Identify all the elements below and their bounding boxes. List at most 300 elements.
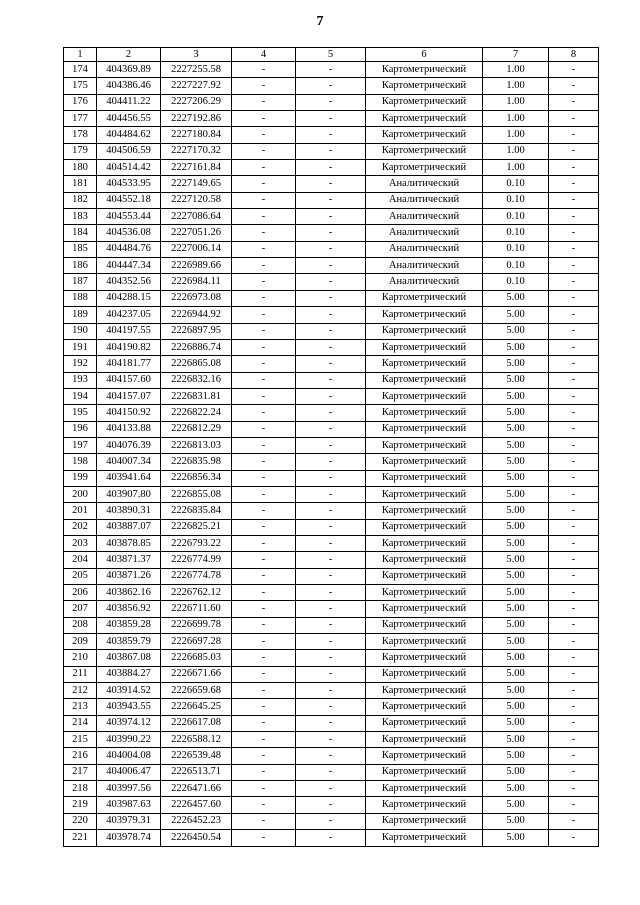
table-row xyxy=(64,830,599,846)
accuracy-cell: 5.00 xyxy=(483,535,549,551)
col4-cell: - xyxy=(232,813,296,829)
method-cell: Картометрический xyxy=(366,568,483,584)
col8-cell: - xyxy=(549,192,599,208)
table-row xyxy=(64,470,599,486)
col5-cell: - xyxy=(296,356,366,372)
col4-cell: - xyxy=(232,111,296,127)
method-cell: Картометрический xyxy=(366,585,483,601)
col8-cell: - xyxy=(549,486,599,502)
y-coordinate-cell: 2227120.58 xyxy=(161,192,232,208)
method-cell: Картометрический xyxy=(366,797,483,813)
col8-cell: - xyxy=(549,62,599,78)
col8-cell: - xyxy=(549,650,599,666)
y-coordinate-cell: 2226973.08 xyxy=(161,290,232,306)
method-cell: Картометрический xyxy=(366,764,483,780)
y-coordinate-cell: 2226989.66 xyxy=(161,258,232,274)
y-coordinate-cell: 2226774.78 xyxy=(161,568,232,584)
col8-cell: - xyxy=(549,323,599,339)
point-number-cell: 182 xyxy=(64,192,97,208)
col8-cell: - xyxy=(549,241,599,257)
y-coordinate-cell: 2227161.84 xyxy=(161,160,232,176)
col8-cell: - xyxy=(549,388,599,404)
col5-cell: - xyxy=(296,732,366,748)
col4-cell: - xyxy=(232,176,296,192)
accuracy-cell: 1.00 xyxy=(483,62,549,78)
accuracy-cell: 5.00 xyxy=(483,748,549,764)
method-cell: Картометрический xyxy=(366,454,483,470)
col5-cell: - xyxy=(296,830,366,846)
point-number-cell: 221 xyxy=(64,830,97,846)
x-coordinate-cell: 403884.27 xyxy=(97,666,161,682)
y-coordinate-cell: 2226588.12 xyxy=(161,732,232,748)
col4-cell: - xyxy=(232,519,296,535)
point-number-cell: 185 xyxy=(64,241,97,257)
method-cell: Аналитический xyxy=(366,209,483,225)
col5-cell: - xyxy=(296,748,366,764)
col8-cell: - xyxy=(549,617,599,633)
x-coordinate-cell: 404006.47 xyxy=(97,764,161,780)
accuracy-cell: 5.00 xyxy=(483,813,549,829)
accuracy-cell: 5.00 xyxy=(483,732,549,748)
accuracy-cell: 1.00 xyxy=(483,160,549,176)
y-coordinate-cell: 2227192.86 xyxy=(161,111,232,127)
x-coordinate-cell: 403871.37 xyxy=(97,552,161,568)
point-number-cell: 214 xyxy=(64,715,97,731)
col5-cell: - xyxy=(296,209,366,225)
y-coordinate-cell: 2226835.84 xyxy=(161,503,232,519)
table-row xyxy=(64,519,599,535)
col8-cell: - xyxy=(549,601,599,617)
x-coordinate-cell: 403859.79 xyxy=(97,634,161,650)
point-number-cell: 218 xyxy=(64,781,97,797)
col4-cell: - xyxy=(232,160,296,176)
point-number-cell: 200 xyxy=(64,486,97,502)
col4-cell: - xyxy=(232,568,296,584)
accuracy-cell: 5.00 xyxy=(483,290,549,306)
col4-cell: - xyxy=(232,764,296,780)
x-coordinate-cell: 404133.88 xyxy=(97,421,161,437)
accuracy-cell: 5.00 xyxy=(483,454,549,470)
col5-cell: - xyxy=(296,797,366,813)
x-coordinate-cell: 403907.80 xyxy=(97,486,161,502)
y-coordinate-cell: 2226659.68 xyxy=(161,683,232,699)
point-number-cell: 205 xyxy=(64,568,97,584)
col4-cell: - xyxy=(232,781,296,797)
col5-cell: - xyxy=(296,437,366,453)
col8-cell: - xyxy=(549,94,599,110)
col8-cell: - xyxy=(549,634,599,650)
accuracy-cell: 1.00 xyxy=(483,94,549,110)
y-coordinate-cell: 2226944.92 xyxy=(161,307,232,323)
method-cell: Картометрический xyxy=(366,421,483,437)
col5-cell: - xyxy=(296,372,366,388)
col5-cell: - xyxy=(296,127,366,143)
col8-cell: - xyxy=(549,143,599,159)
table-row xyxy=(64,258,599,274)
col4-cell: - xyxy=(232,225,296,241)
accuracy-cell: 5.00 xyxy=(483,339,549,355)
col8-cell: - xyxy=(549,372,599,388)
accuracy-cell: 5.00 xyxy=(483,699,549,715)
method-cell: Картометрический xyxy=(366,94,483,110)
col5-cell: - xyxy=(296,290,366,306)
col8-cell: - xyxy=(549,127,599,143)
table-row xyxy=(64,160,599,176)
col4-cell: - xyxy=(232,62,296,78)
col4-cell: - xyxy=(232,209,296,225)
method-cell: Картометрический xyxy=(366,405,483,421)
col5-cell: - xyxy=(296,421,366,437)
col5-cell: - xyxy=(296,258,366,274)
point-number-cell: 206 xyxy=(64,585,97,601)
x-coordinate-cell: 404237.05 xyxy=(97,307,161,323)
accuracy-cell: 5.00 xyxy=(483,552,549,568)
col4-cell: - xyxy=(232,699,296,715)
accuracy-cell: 5.00 xyxy=(483,356,549,372)
table-row xyxy=(64,715,599,731)
col5-cell: - xyxy=(296,634,366,650)
table-row xyxy=(64,78,599,94)
col5-cell: - xyxy=(296,160,366,176)
table-row xyxy=(64,797,599,813)
column-header: 1 xyxy=(64,48,97,62)
col8-cell: - xyxy=(549,111,599,127)
point-number-cell: 190 xyxy=(64,323,97,339)
y-coordinate-cell: 2226855.08 xyxy=(161,486,232,502)
method-cell: Картометрический xyxy=(366,323,483,339)
col8-cell: - xyxy=(549,732,599,748)
point-number-cell: 219 xyxy=(64,797,97,813)
accuracy-cell: 0.10 xyxy=(483,241,549,257)
x-coordinate-cell: 404369.89 xyxy=(97,62,161,78)
accuracy-cell: 1.00 xyxy=(483,143,549,159)
col8-cell: - xyxy=(549,78,599,94)
y-coordinate-cell: 2226539.48 xyxy=(161,748,232,764)
y-coordinate-cell: 2227227.92 xyxy=(161,78,232,94)
table-row xyxy=(64,405,599,421)
accuracy-cell: 0.10 xyxy=(483,258,549,274)
table-row xyxy=(64,535,599,551)
table-row xyxy=(64,568,599,584)
method-cell: Картометрический xyxy=(366,617,483,633)
method-cell: Картометрический xyxy=(366,781,483,797)
y-coordinate-cell: 2226886.74 xyxy=(161,339,232,355)
accuracy-cell: 5.00 xyxy=(483,421,549,437)
accuracy-cell: 5.00 xyxy=(483,437,549,453)
point-number-cell: 193 xyxy=(64,372,97,388)
col4-cell: - xyxy=(232,503,296,519)
col4-cell: - xyxy=(232,470,296,486)
col4-cell: - xyxy=(232,650,296,666)
y-coordinate-cell: 2226856.34 xyxy=(161,470,232,486)
col5-cell: - xyxy=(296,699,366,715)
accuracy-cell: 0.10 xyxy=(483,192,549,208)
col8-cell: - xyxy=(549,699,599,715)
table-row xyxy=(64,127,599,143)
y-coordinate-cell: 2226471.66 xyxy=(161,781,232,797)
y-coordinate-cell: 2227170.32 xyxy=(161,143,232,159)
col5-cell: - xyxy=(296,781,366,797)
column-header: 2 xyxy=(97,48,161,62)
table-row xyxy=(64,356,599,372)
col8-cell: - xyxy=(549,209,599,225)
y-coordinate-cell: 2226825.21 xyxy=(161,519,232,535)
point-number-cell: 198 xyxy=(64,454,97,470)
x-coordinate-cell: 403867.08 xyxy=(97,650,161,666)
col5-cell: - xyxy=(296,601,366,617)
column-header: 4 xyxy=(232,48,296,62)
col8-cell: - xyxy=(549,666,599,682)
col5-cell: - xyxy=(296,813,366,829)
accuracy-cell: 5.00 xyxy=(483,683,549,699)
y-coordinate-cell: 2227086.64 xyxy=(161,209,232,225)
method-cell: Картометрический xyxy=(366,78,483,94)
y-coordinate-cell: 2226452.23 xyxy=(161,813,232,829)
y-coordinate-cell: 2226762.12 xyxy=(161,585,232,601)
y-coordinate-cell: 2227006.14 xyxy=(161,241,232,257)
accuracy-cell: 0.10 xyxy=(483,225,549,241)
x-coordinate-cell: 404197.55 xyxy=(97,323,161,339)
col5-cell: - xyxy=(296,388,366,404)
x-coordinate-cell: 403990.22 xyxy=(97,732,161,748)
x-coordinate-cell: 404190.82 xyxy=(97,339,161,355)
table-row xyxy=(64,666,599,682)
col8-cell: - xyxy=(549,454,599,470)
accuracy-cell: 5.00 xyxy=(483,388,549,404)
col5-cell: - xyxy=(296,62,366,78)
x-coordinate-cell: 404157.60 xyxy=(97,372,161,388)
table-row xyxy=(64,813,599,829)
method-cell: Аналитический xyxy=(366,274,483,290)
col4-cell: - xyxy=(232,127,296,143)
point-number-cell: 177 xyxy=(64,111,97,127)
col4-cell: - xyxy=(232,290,296,306)
table-row xyxy=(64,454,599,470)
accuracy-cell: 5.00 xyxy=(483,503,549,519)
method-cell: Картометрический xyxy=(366,143,483,159)
point-number-cell: 212 xyxy=(64,683,97,699)
col4-cell: - xyxy=(232,323,296,339)
col8-cell: - xyxy=(549,715,599,731)
col4-cell: - xyxy=(232,715,296,731)
point-number-cell: 180 xyxy=(64,160,97,176)
accuracy-cell: 5.00 xyxy=(483,601,549,617)
y-coordinate-cell: 2226671.66 xyxy=(161,666,232,682)
point-number-cell: 210 xyxy=(64,650,97,666)
col8-cell: - xyxy=(549,421,599,437)
col5-cell: - xyxy=(296,666,366,682)
method-cell: Картометрический xyxy=(366,470,483,486)
accuracy-cell: 5.00 xyxy=(483,568,549,584)
col8-cell: - xyxy=(549,797,599,813)
table-row xyxy=(64,486,599,502)
method-cell: Аналитический xyxy=(366,192,483,208)
method-cell: Картометрический xyxy=(366,699,483,715)
col8-cell: - xyxy=(549,307,599,323)
y-coordinate-cell: 2227206.29 xyxy=(161,94,232,110)
x-coordinate-cell: 404536.08 xyxy=(97,225,161,241)
col5-cell: - xyxy=(296,454,366,470)
col8-cell: - xyxy=(549,225,599,241)
y-coordinate-cell: 2226832.16 xyxy=(161,372,232,388)
point-number-cell: 197 xyxy=(64,437,97,453)
col4-cell: - xyxy=(232,356,296,372)
y-coordinate-cell: 2227051.26 xyxy=(161,225,232,241)
y-coordinate-cell: 2226645.25 xyxy=(161,699,232,715)
col4-cell: - xyxy=(232,535,296,551)
table-row xyxy=(64,732,599,748)
col4-cell: - xyxy=(232,143,296,159)
col4-cell: - xyxy=(232,601,296,617)
x-coordinate-cell: 404411.22 xyxy=(97,94,161,110)
accuracy-cell: 5.00 xyxy=(483,585,549,601)
point-number-cell: 196 xyxy=(64,421,97,437)
point-number-cell: 183 xyxy=(64,209,97,225)
y-coordinate-cell: 2226685.03 xyxy=(161,650,232,666)
x-coordinate-cell: 404076.39 xyxy=(97,437,161,453)
col5-cell: - xyxy=(296,192,366,208)
column-header: 6 xyxy=(366,48,483,62)
x-coordinate-cell: 404288.15 xyxy=(97,290,161,306)
method-cell: Аналитический xyxy=(366,241,483,257)
col8-cell: - xyxy=(549,568,599,584)
method-cell: Картометрический xyxy=(366,748,483,764)
table-row xyxy=(64,650,599,666)
col5-cell: - xyxy=(296,143,366,159)
method-cell: Картометрический xyxy=(366,503,483,519)
method-cell: Картометрический xyxy=(366,634,483,650)
col5-cell: - xyxy=(296,486,366,502)
table-row xyxy=(64,503,599,519)
y-coordinate-cell: 2226457.60 xyxy=(161,797,232,813)
col4-cell: - xyxy=(232,274,296,290)
y-coordinate-cell: 2226822.24 xyxy=(161,405,232,421)
method-cell: Картометрический xyxy=(366,683,483,699)
col4-cell: - xyxy=(232,437,296,453)
column-header: 8 xyxy=(549,48,599,62)
x-coordinate-cell: 403941.64 xyxy=(97,470,161,486)
col4-cell: - xyxy=(232,78,296,94)
point-number-cell: 208 xyxy=(64,617,97,633)
method-cell: Картометрический xyxy=(366,486,483,502)
method-cell: Картометрический xyxy=(366,62,483,78)
point-number-cell: 189 xyxy=(64,307,97,323)
table-row xyxy=(64,699,599,715)
y-coordinate-cell: 2226774.99 xyxy=(161,552,232,568)
col8-cell: - xyxy=(549,503,599,519)
method-cell: Картометрический xyxy=(366,535,483,551)
col5-cell: - xyxy=(296,552,366,568)
method-cell: Картометрический xyxy=(366,601,483,617)
method-cell: Картометрический xyxy=(366,160,483,176)
table-row xyxy=(64,241,599,257)
table-row xyxy=(64,323,599,339)
col5-cell: - xyxy=(296,405,366,421)
col5-cell: - xyxy=(296,535,366,551)
accuracy-cell: 5.00 xyxy=(483,323,549,339)
accuracy-cell: 5.00 xyxy=(483,764,549,780)
y-coordinate-cell: 2227255.58 xyxy=(161,62,232,78)
x-coordinate-cell: 404181.77 xyxy=(97,356,161,372)
x-coordinate-cell: 403859.28 xyxy=(97,617,161,633)
table-row xyxy=(64,634,599,650)
x-coordinate-cell: 403987.63 xyxy=(97,797,161,813)
col8-cell: - xyxy=(549,437,599,453)
point-number-cell: 187 xyxy=(64,274,97,290)
table-row xyxy=(64,748,599,764)
x-coordinate-cell: 404506.59 xyxy=(97,143,161,159)
method-cell: Картометрический xyxy=(366,388,483,404)
accuracy-cell: 5.00 xyxy=(483,797,549,813)
col5-cell: - xyxy=(296,274,366,290)
col8-cell: - xyxy=(549,405,599,421)
x-coordinate-cell: 404533.95 xyxy=(97,176,161,192)
x-coordinate-cell: 404004.08 xyxy=(97,748,161,764)
x-coordinate-cell: 404484.62 xyxy=(97,127,161,143)
table-row xyxy=(64,421,599,437)
col8-cell: - xyxy=(549,830,599,846)
table-row xyxy=(64,274,599,290)
method-cell: Картометрический xyxy=(366,339,483,355)
col4-cell: - xyxy=(232,421,296,437)
col8-cell: - xyxy=(549,356,599,372)
method-cell: Картометрический xyxy=(366,356,483,372)
col5-cell: - xyxy=(296,568,366,584)
x-coordinate-cell: 404447.34 xyxy=(97,258,161,274)
method-cell: Аналитический xyxy=(366,176,483,192)
method-cell: Картометрический xyxy=(366,127,483,143)
col8-cell: - xyxy=(549,160,599,176)
y-coordinate-cell: 2226617.08 xyxy=(161,715,232,731)
table-body xyxy=(64,62,599,847)
point-number-cell: 178 xyxy=(64,127,97,143)
col8-cell: - xyxy=(549,176,599,192)
x-coordinate-cell: 403890.31 xyxy=(97,503,161,519)
x-coordinate-cell: 403978.74 xyxy=(97,830,161,846)
col4-cell: - xyxy=(232,258,296,274)
point-number-cell: 184 xyxy=(64,225,97,241)
col4-cell: - xyxy=(232,683,296,699)
col4-cell: - xyxy=(232,454,296,470)
column-header: 7 xyxy=(483,48,549,62)
col4-cell: - xyxy=(232,241,296,257)
y-coordinate-cell: 2226984.11 xyxy=(161,274,232,290)
x-coordinate-cell: 404150.92 xyxy=(97,405,161,421)
y-coordinate-cell: 2226711.60 xyxy=(161,601,232,617)
page-number: 7 xyxy=(316,14,324,29)
y-coordinate-cell: 2226697.28 xyxy=(161,634,232,650)
method-cell: Картометрический xyxy=(366,732,483,748)
table-row xyxy=(64,585,599,601)
point-number-cell: 174 xyxy=(64,62,97,78)
table-row xyxy=(64,339,599,355)
method-cell: Картометрический xyxy=(366,650,483,666)
table-row xyxy=(64,388,599,404)
col5-cell: - xyxy=(296,585,366,601)
col8-cell: - xyxy=(549,258,599,274)
accuracy-cell: 5.00 xyxy=(483,470,549,486)
method-cell: Аналитический xyxy=(366,258,483,274)
y-coordinate-cell: 2226513.71 xyxy=(161,764,232,780)
y-coordinate-cell: 2226450.54 xyxy=(161,830,232,846)
coordinates-table xyxy=(63,47,599,847)
point-number-cell: 211 xyxy=(64,666,97,682)
method-cell: Аналитический xyxy=(366,225,483,241)
table-row xyxy=(64,192,599,208)
col8-cell: - xyxy=(549,683,599,699)
point-number-cell: 192 xyxy=(64,356,97,372)
point-number-cell: 220 xyxy=(64,813,97,829)
